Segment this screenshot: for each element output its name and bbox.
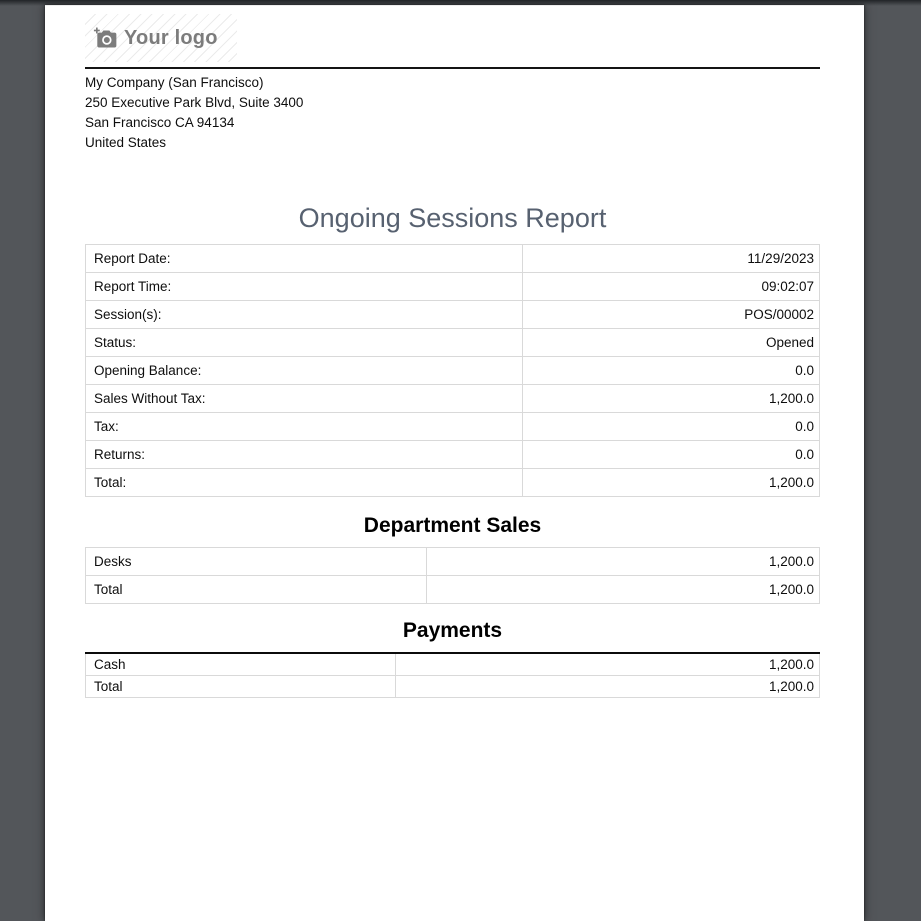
row-value: 0.0 [522, 357, 819, 385]
row-label: Returns: [86, 441, 523, 469]
company-city: San Francisco CA 94134 [85, 115, 235, 130]
row-value: 1,200.0 [396, 676, 820, 698]
payments-table [85, 652, 820, 698]
table-row [86, 548, 820, 576]
row-value: 0.0 [522, 413, 819, 441]
company-address-block [85, 73, 820, 153]
company-logo-placeholder [85, 14, 237, 62]
department-sales-heading: Department Sales [363, 514, 542, 537]
report-page [45, 5, 864, 921]
row-label: Sales Without Tax: [86, 385, 523, 413]
session-summary-table [85, 244, 820, 497]
header-divider [85, 67, 820, 69]
row-label: Report Date: [86, 245, 523, 273]
row-value: POS/00002 [522, 301, 819, 329]
row-value: 0.0 [522, 441, 819, 469]
row-value: 1,200.0 [522, 469, 819, 497]
row-value: Opened [522, 329, 819, 357]
viewer-top-shadow [0, 0, 921, 6]
row-label: Tax: [86, 413, 523, 441]
table-row [86, 329, 820, 357]
table-row [86, 301, 820, 329]
row-label: Total [86, 576, 427, 604]
company-name: My Company (San Francisco) [85, 75, 264, 90]
logo-text: Your logo [124, 26, 218, 49]
table-row [86, 576, 820, 604]
row-label: Status: [86, 329, 523, 357]
camera-plus-icon [93, 27, 117, 49]
table-row [86, 413, 820, 441]
row-label: Total [86, 676, 396, 698]
row-value: 1,200.0 [427, 576, 820, 604]
row-value: 09:02:07 [522, 273, 819, 301]
table-row [86, 357, 820, 385]
company-street: 250 Executive Park Blvd, Suite 3400 [85, 95, 304, 110]
row-label: Total: [86, 469, 523, 497]
row-label: Cash [86, 653, 396, 676]
table-row [86, 273, 820, 301]
department-sales-table [85, 547, 820, 604]
row-label: Desks [86, 548, 427, 576]
table-row [86, 385, 820, 413]
table-row [86, 676, 820, 698]
row-label: Session(s): [86, 301, 523, 329]
table-row [86, 653, 820, 676]
row-label: Report Time: [86, 273, 523, 301]
table-row [86, 469, 820, 497]
row-value: 1,200.0 [396, 653, 820, 676]
row-value: 1,200.0 [522, 385, 819, 413]
row-value: 11/29/2023 [522, 245, 819, 273]
row-value: 1,200.0 [427, 548, 820, 576]
company-country: United States [85, 135, 167, 150]
row-label: Opening Balance: [86, 357, 523, 385]
table-row [86, 245, 820, 273]
table-row [86, 441, 820, 469]
payments-heading: Payments [402, 619, 503, 642]
report-title: Ongoing Sessions Report [298, 203, 607, 233]
